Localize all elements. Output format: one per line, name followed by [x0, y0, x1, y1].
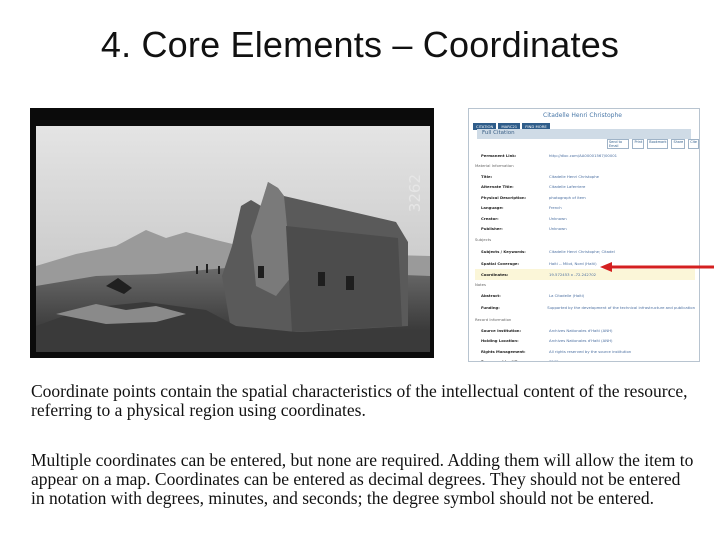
record-section: Record Information — [475, 317, 512, 323]
instructions-paragraph: Multiple coordinates can be entered, but none are required. Adding them will allow the item to appear on a map. Coordinates can be entered as decimal degrees. They should not be entered in notation with degrees, minutes, and seconds; the degree symbol should not be entered. — [31, 450, 694, 508]
record-link[interactable]: Print — [632, 139, 644, 149]
record-row: Rights Management: All rights reserved by the source institution — [481, 348, 632, 354]
record-section: Material Information — [475, 163, 514, 169]
record-row: Subjects / Keywords: Citadelle Henri Christophe; Citadel — [481, 249, 615, 254]
slide-title: 4. Core Elements – Coordinates — [100, 24, 620, 65]
red-arrow-icon — [600, 262, 714, 272]
record-row: Spatial Coverage: Haiti -- Milot, Nord (Haiti) — [481, 261, 597, 267]
record-link[interactable]: Bookmark — [647, 139, 668, 149]
record-tab[interactable]: MARC21 — [498, 123, 520, 130]
record-tab[interactable]: CITATION — [473, 123, 496, 130]
record-row: Language: French — [481, 205, 562, 211]
photo-scene — [36, 126, 430, 352]
record-row: Permanent Link: http://dloc.com/AA00001567/00001 — [481, 152, 618, 158]
record-row: Publisher: Unknown — [481, 226, 567, 232]
record-fields — [475, 150, 695, 362]
record-title: Citadelle Henri Christophe — [543, 112, 622, 119]
record-row: Holding Location: Archives Nationales d'Haiti (ANH) — [481, 338, 613, 344]
record-section: Notes — [475, 282, 486, 288]
record-screenshot — [468, 108, 700, 362]
record-row: Resource Identifier: 3262 — [481, 359, 559, 362]
record-section: Subjects — [475, 236, 492, 242]
record-row: Funding: Supported by the development of the technical infrastructure and publication — [481, 305, 695, 310]
citadel-photo — [30, 108, 434, 358]
record-action-links — [607, 139, 699, 149]
coordinates-row: Coordinates: 19.572453 x -72.242702 — [475, 269, 695, 280]
record-row: Creator: Unknown — [481, 215, 567, 221]
record-row: Abstract: La Citadelle (Haiti) — [481, 292, 585, 298]
record-link[interactable]: Share — [671, 139, 685, 149]
record-row: Source Institution: Archives Nationales d'Haiti (ANH) — [481, 327, 613, 333]
description-paragraph: Coordinate points contain the spatial characteristics of the intellectual content of the resource, referring to a physical region using coordinates. — [31, 381, 688, 420]
record-row: Physical Description: photograph of item — [481, 194, 586, 200]
record-link[interactable]: Send to Email — [607, 139, 629, 149]
record-tab[interactable]: FIND MORE — [522, 123, 550, 130]
full-citation-heading: Full Citation — [482, 130, 515, 136]
plate-number: 3262 — [406, 174, 424, 213]
citadel-illustration — [36, 126, 430, 352]
record-row: Alternate Title: Citadelle Laferriere — [481, 184, 586, 190]
record-link[interactable]: Cite — [688, 139, 699, 149]
record-row: Title: Citadelle Henri Christophe — [481, 173, 599, 179]
coordinates-value: 19.572453 x -72.242702 — [549, 271, 597, 277]
